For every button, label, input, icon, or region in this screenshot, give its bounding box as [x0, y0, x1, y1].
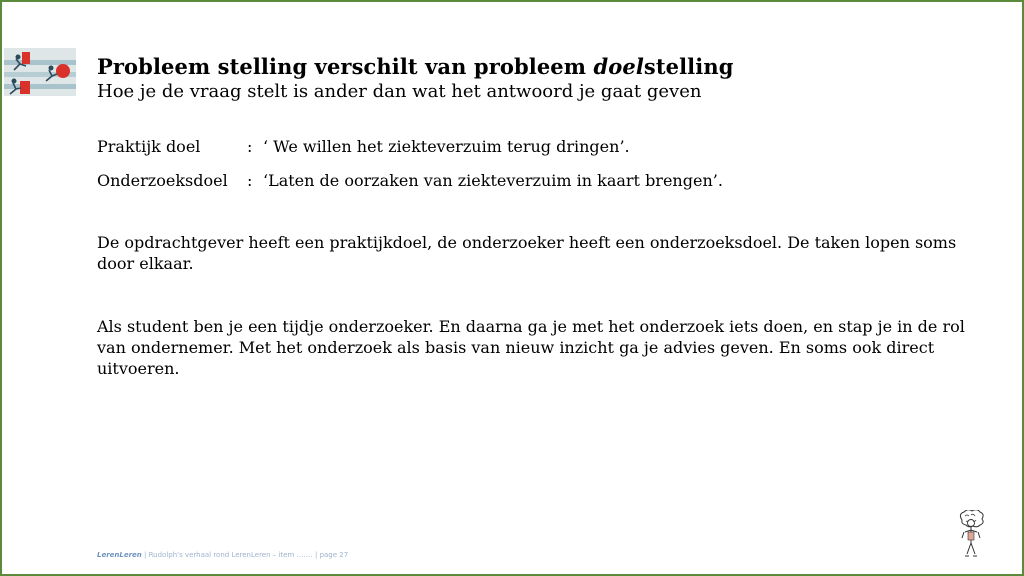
goal-separator: : — [247, 171, 253, 190]
goal-row-praktijk — [97, 137, 630, 157]
footer-brand: LerenLeren — [97, 551, 142, 559]
slide-footer — [97, 551, 348, 559]
slide-subtitle: Hoe je de vraag stelt is ander dan wat het antwoord je gaat geven — [97, 81, 702, 102]
title-emphasis: doel — [593, 54, 644, 79]
footer-text: | Rudolph's verhaal rond LerenLeren – item ……. | page 27 — [141, 551, 349, 559]
paragraph-student: Als student ben je een tijdje onderzoeker. En daarna ga je met het onderzoek iets doen, en stap je in de rol van ondernemer. Met het onderzoek als basis van nieuw inzicht ga je advies geven. En soms ook direct uitvoeren. — [97, 317, 965, 378]
title-text: Probleem stelling verschilt van probleem — [97, 54, 594, 79]
goal-label: Praktijk doel — [97, 137, 201, 156]
goal-label: Onderzoeksdoel — [97, 171, 228, 190]
curly-haired-person-sketch — [954, 510, 988, 562]
title-text-end: stelling — [643, 54, 734, 79]
goal-row-onderzoek — [97, 171, 723, 191]
climbing-figures-illustration — [4, 48, 76, 96]
paragraph-roles: De opdrachtgever heeft een praktijkdoel, de onderzoeker heeft een onderzoeksdoel. De taken lopen soms door elkaar. — [97, 233, 957, 273]
goal-text: ‘Laten de oorzaken van ziekteverzuim in kaart brengen’. — [263, 171, 723, 190]
goal-text: ‘ We willen het ziekteverzuim terug dringen’. — [263, 137, 630, 156]
slide-title — [97, 54, 734, 80]
goal-separator: : — [247, 137, 253, 156]
